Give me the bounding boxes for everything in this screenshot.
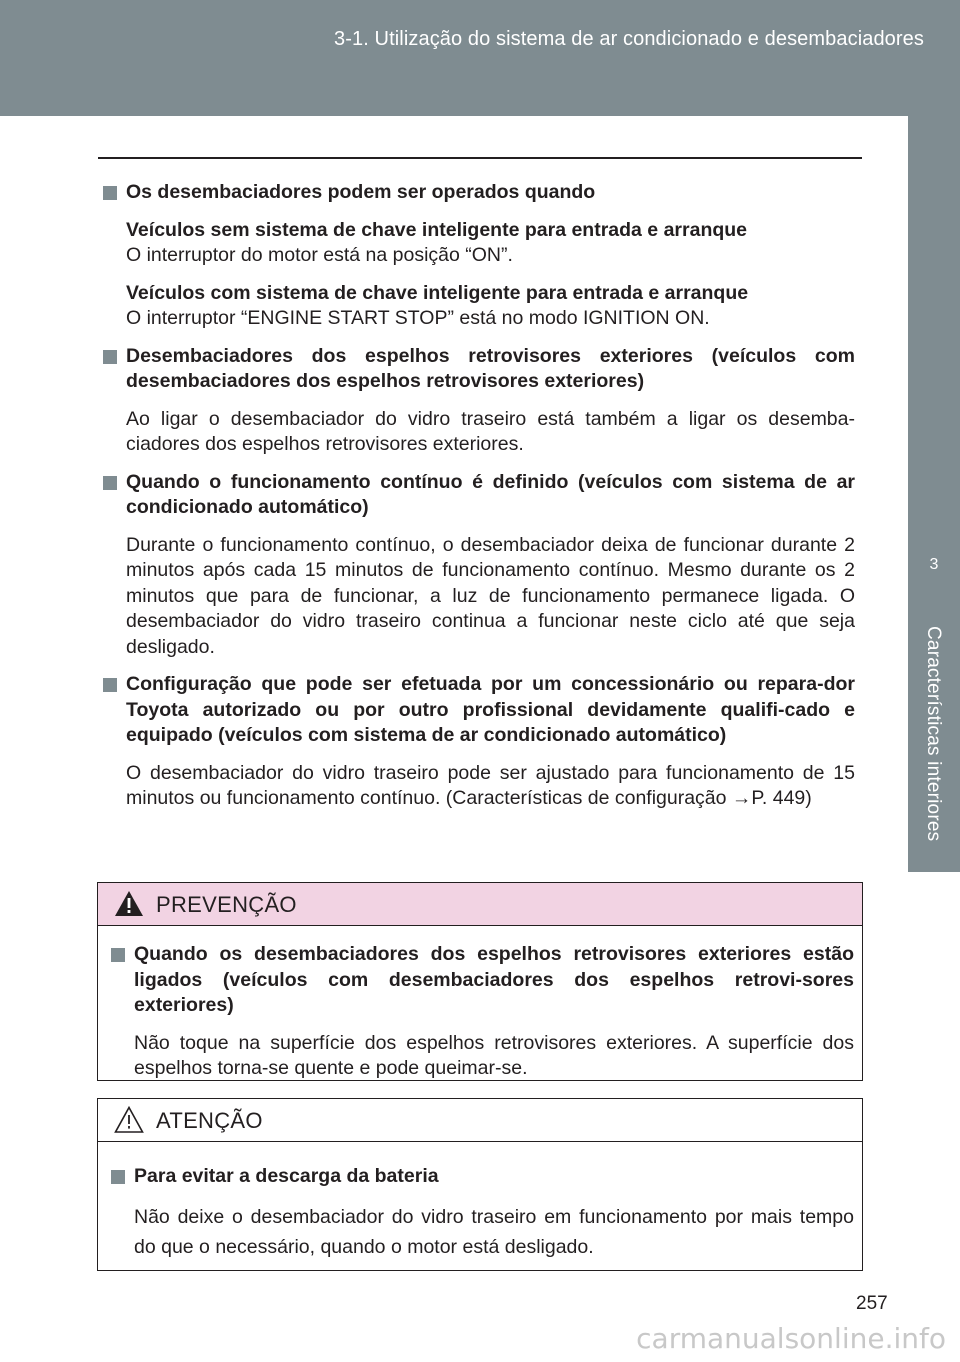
chapter-number: 3 — [929, 556, 939, 573]
chapter-side-tab — [908, 116, 960, 872]
caution-title: PREVENÇÃO — [156, 892, 297, 917]
watermark: carmanualsonline.info — [636, 1322, 946, 1355]
caution-text: Não toque na superfície dos espelhos retrovisores exteriores. A superfície dos espelhos torna-se quente e pode queimar-se. — [134, 1031, 854, 1079]
section-heading: Os desembaciadores podem ser operados quando — [100, 180, 855, 206]
section-heading: Configuração que pode ser efetuada por um concessionário ou repara-dor Toyota autorizado ou por outro profissional devidamente qualifi-cado e equipado (veículos com sistema de ar condicionado automático) — [100, 672, 855, 749]
square-bullet-icon — [103, 678, 117, 692]
chapter-title: 3-1. Utilização do sistema de ar condicionado e desembaciadores — [334, 28, 924, 50]
warning-triangle-icon — [114, 890, 144, 917]
section-text: O desembaciador do vidro traseiro pode ser ajustado para funcionamento de 15 minutos ou funcionamento contínuo. (Características de configuração →P. 449) — [126, 761, 855, 809]
section-text: Ao ligar o desembaciador do vidro traseiro está também a ligar os desemba-ciadores dos espelhos retrovisores exteriores. — [126, 407, 855, 455]
square-bullet-icon — [103, 476, 117, 490]
notice-heading: Para evitar a descarga da bateria — [108, 1164, 854, 1190]
caution-header — [98, 883, 862, 926]
section-text: O interruptor do motor está na posição “ON”. — [126, 244, 513, 266]
chapter-label: Características interiores — [923, 626, 944, 842]
caution-box — [97, 882, 863, 1081]
section-text: Durante o funcionamento contínuo, o desembaciador deixa de funcionar durante 2 minutos após cada 15 minutos de funcionamento contínuo. Mesmo durante os 2 minutos que para de funcionar, a luz de funcionamento permanece ligada. O desembaciador do vidro traseiro continua a funcionar neste ciclo até que seja desligado. — [126, 533, 855, 658]
notice-header — [98, 1099, 862, 1142]
warning-triangle-outline-icon — [114, 1106, 144, 1133]
square-bullet-icon — [103, 350, 117, 364]
section-text: O interruptor “ENGINE START STOP” está no modo IGNITION ON. — [126, 307, 710, 329]
main-content — [100, 180, 855, 812]
section-divider — [98, 157, 862, 159]
page-number: 257 — [856, 1293, 888, 1314]
chapter-header-band — [0, 0, 960, 116]
section-heading: Quando o funcionamento contínuo é definido (veículos com sistema de ar condicionado automático) — [100, 470, 855, 521]
notice-title: ATENÇÃO — [156, 1108, 263, 1133]
notice-text: Não deixe o desembaciador do vidro traseiro em funcionamento por mais tempo do que o necessário, quando o motor está desligado. — [134, 1205, 854, 1258]
caution-heading: Quando os desembaciadores dos espelhos retrovisores exteriores estão ligados (veículos com desembaciadores dos espelhos retrovi-sores exteriores) — [108, 942, 854, 1019]
section-heading: Desembaciadores dos espelhos retrovisores exteriores (veículos com desembaciadores dos espelhos retrovisores exteriores) — [100, 344, 855, 395]
square-bullet-icon — [111, 1170, 125, 1184]
sub-heading: Veículos com sistema de chave inteligente para entrada e arranque — [126, 281, 749, 304]
square-bullet-icon — [111, 948, 125, 962]
notice-box — [97, 1098, 863, 1271]
sub-heading: Veículos sem sistema de chave inteligente para entrada e arranque — [126, 218, 748, 241]
square-bullet-icon — [103, 186, 117, 200]
